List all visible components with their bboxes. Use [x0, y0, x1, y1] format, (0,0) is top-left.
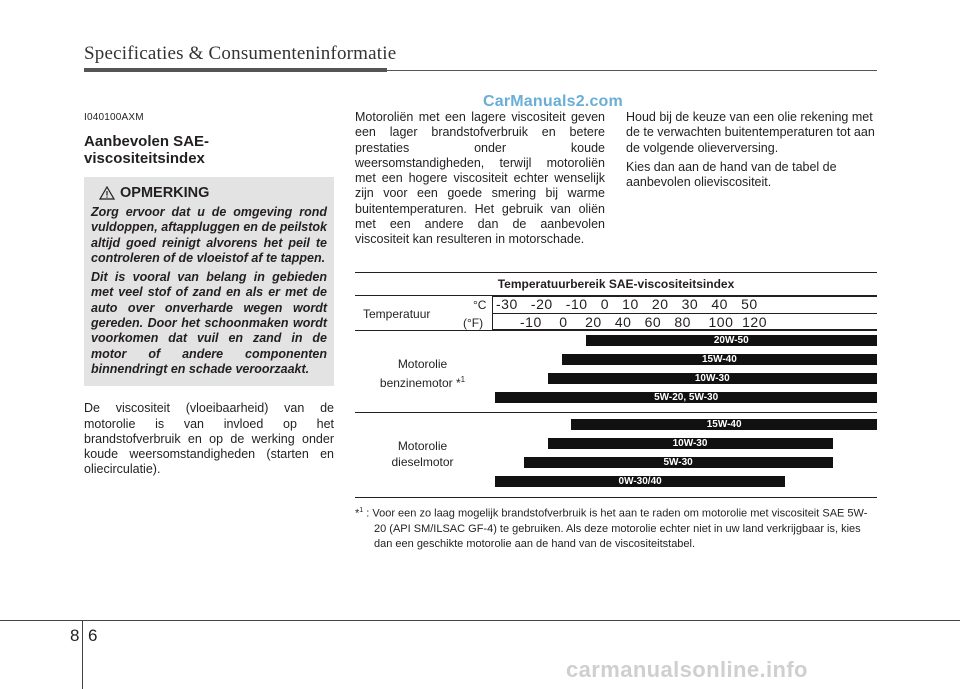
header-rule-thin: [387, 70, 877, 71]
section-heading: Aanbevolen SAE- viscositeitsindex: [84, 133, 210, 167]
page-header-title: Specificaties & Consumenteninformatie: [84, 43, 397, 64]
petrol-grade-bar: 5W-20, 5W-30: [495, 392, 877, 403]
diesel-grade-bar: 15W-40: [571, 419, 877, 430]
table-title: Temperatuurbereik SAE-viscositeitsindex: [497, 277, 735, 291]
temperature-label: Temperatuur: [363, 307, 431, 321]
warning-triangle-icon: [99, 186, 115, 200]
table-scale-rule: [355, 330, 877, 331]
note-paragraph-1: Zorg ervoor dat u de omgeving rond vuldoppen, aftappluggen en de peilstok altijd goed reinigt alvorens het peil te controleren of de vloeistof af te tappen.: [91, 205, 327, 265]
diesel-grade-bar: 10W-30: [548, 438, 833, 449]
table-top-rule: [355, 272, 877, 273]
header-rule-thick: [84, 68, 387, 72]
section-number: 8: [70, 626, 80, 645]
diesel-grade-bar: 0W-30/40: [495, 476, 785, 487]
watermark-top[interactable]: CarManuals2.com: [483, 93, 623, 110]
diesel-grade-bar: 5W-30: [524, 457, 833, 468]
petrol-grade-bar: 10W-30: [548, 373, 878, 384]
diesel-engine-label: Motorolie dieselmotor: [391, 439, 454, 469]
section-code: I040100AXM: [84, 112, 144, 123]
intro-paragraph: De viscositeit (vloeibaarheid) van de motorolie is van invloed op het brandstofverbruik en op de werking onder koude weersomstandigheden (starten en oliecirculatie).: [84, 401, 334, 477]
footer-divider: [82, 621, 83, 689]
fahrenheit-scale: -10 0 20 40 60 80 100 120: [520, 314, 767, 330]
petrol-engine-label: Motorolie benzinemotor *$^1$: [379, 357, 466, 390]
petrol-grade-bar: 20W-50: [586, 335, 878, 346]
note-paragraph-2: Dit is vooral van belang in gebieden met veel stof of zand en als er met de auto over onverharde wegen wordt gereden. Door het schoonmaken wordt voorkomen dat vuil en zand in de motor of andere componenten binnendringt en schade veroorzaakt.: [91, 270, 327, 376]
note-title: OPMERKING: [120, 185, 210, 201]
petrol-grade-bar: 15W-40: [562, 354, 877, 365]
unit-fahrenheit: (°F): [463, 316, 484, 330]
note-box: [84, 177, 334, 386]
footer-rule: [0, 620, 960, 621]
page-number: 6: [88, 626, 98, 645]
column-right: [626, 110, 878, 194]
table-section-rule: [355, 412, 877, 413]
column-middle: [355, 110, 605, 248]
table-bottom-rule: [355, 497, 877, 498]
selection-paragraph-2: Kies dan aan de hand van de tabel de aanbevolen olieviscositeit.: [626, 159, 837, 190]
watermark-bottom: carmanualsonline.info: [566, 657, 808, 682]
unit-celsius: °C: [473, 298, 487, 312]
footnote: *$^1$ : Voor een zo laag mogelijk brandstofverbruik is het aan te raden om motorolie met viscositeit SAE 5W-20 (API SM/ILSAC GF-4) te gebruiken. Als deze motorolie echter niet in uw land verkrijgbaar is, kies dan een geschikte motorolie aan de hand van de viscositeitstabel.: [355, 507, 868, 550]
viscosity-table: [355, 272, 877, 498]
viscosity-paragraph: Motoroliën met een lagere viscositeit geven een lager brandstofverbruik en betere prestaties onder koude weersomstandigheden, terwijl motoroliën met een hogere viscositeit echter wenselijk zijn voor een goede smering bij warme buitentemperaturen. Het gebruik van oliën met een andere dan de aanbevolen viscositeit kan resulteren in motorschade.: [355, 110, 605, 247]
selection-paragraph-1: Houd bij de keuze van een olie rekening met de te verwachten buitentemperaturen tot aan de volgende olieverversing.: [626, 110, 875, 155]
celsius-scale: -30 -20 -10 0 10 20 30 40 50: [496, 296, 758, 312]
column-left: [84, 112, 334, 478]
